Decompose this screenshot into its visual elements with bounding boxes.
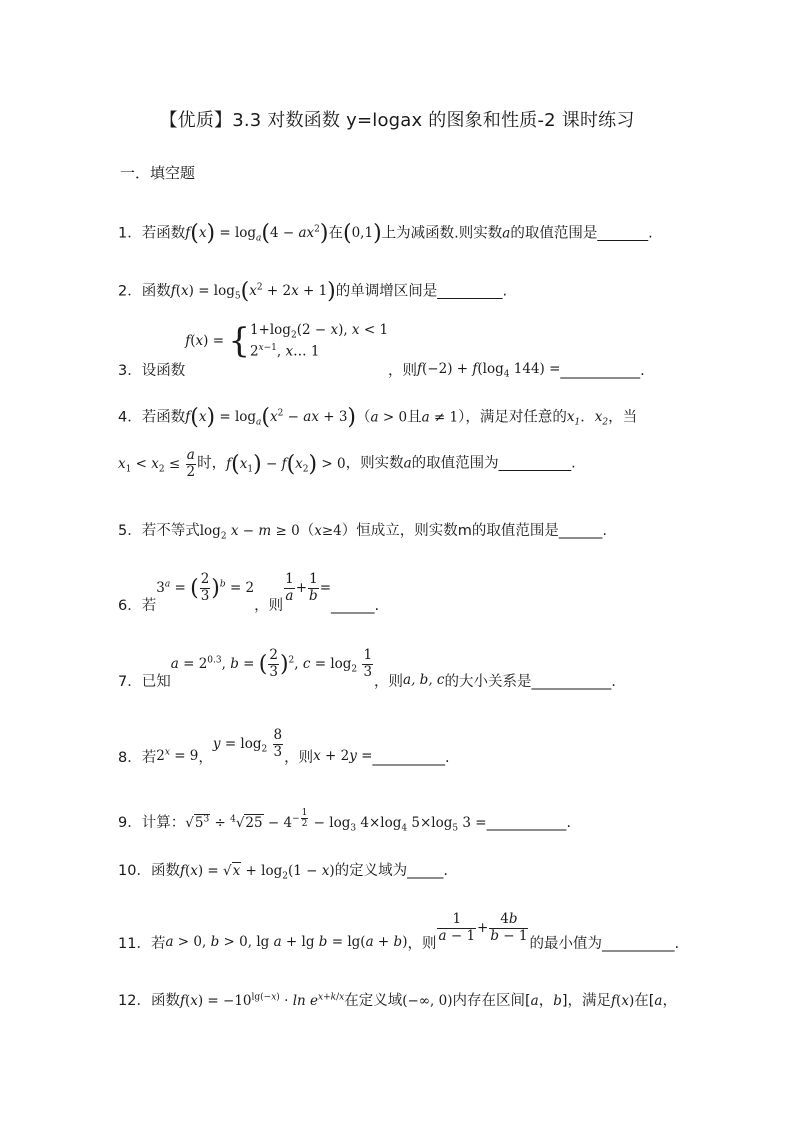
question-7: 7．已知$a = 2^{0.3}$, b = ( $\frac{2}{3}$ )$^2$, $c = \log_2$ $\frac{1}{3}$ ，则a, b, c的大小关系是___________. <box>118 647 616 690</box>
math-formula: $f(x) = √x + \log_2(1 - x)$ <box>179 863 335 882</box>
math-formula: $f(x) = -10^{lg(-x)} \cdot \ln e^{x+k/x}$ <box>179 992 345 1009</box>
question-4: 4．若函数$f(x) = \log_a(x^2$ − ax + 3)（a > 0且a ≠ 1），满足对任意的$x_1$．$x_2$，当 <box>118 405 638 430</box>
question-3: 3．设函数$f(x) = \{1+\log_2(2 - x)$, x < 1 $2^{x-1}$, x… 1，则$f(-2) + f(\log_4$ 144) =___________. <box>118 321 645 380</box>
math-formula: $3^a$ = ( $\frac{2}{3}$ )$^b$ = 2 <box>156 571 255 604</box>
math-formula: $f(x) = \{1+\log_2(2 - x)$, x < 1 $2^{x-1}$, x… 1 <box>185 321 389 361</box>
question-1: 1．若函数$f(x) = \log_a(4 - ax^2)$在(0,1)上为减函数.则实数a的取值范围是_______. <box>118 221 653 246</box>
math-formula: $f(x) = \log_a(x^2$ − ax + 3) <box>185 405 357 430</box>
math-formula: $x_1 < x_2$ ≤ $\frac{a}{2}$ <box>118 447 196 480</box>
question-11: 11．若a > 0, b > 0, lg a + lg b = lg(a + b)，则 $\frac{1}{a - 1}$ + $\frac{4b}{b - 1}$ 的最小值为__________. <box>118 911 680 952</box>
question-10: 10．函数$f(x) = √x + \log_2(1 - x)$的定义域为_____. <box>118 863 448 882</box>
question-9: 9．计算：$√5^3 \div ^4√25 - 4^{- \frac{1}{2}}$ − $\log_3 4\times\log_4$ $5\times\log_5$ 3 =___________. <box>118 808 571 834</box>
math-formula: a > 0, b > 0, lg a + lg b = lg(a + b) <box>165 933 408 950</box>
math-formula: $f(x) = \log_a(4 - ax^2)$ <box>185 221 329 246</box>
math-formula: $2^x = 9$ <box>156 747 199 764</box>
question-6: 6．若$3^a$ = ( $\frac{2}{3}$ )$^b$ = 2，则 $\frac{1}{a}$ + $\frac{1}{b}$ =______. <box>118 571 380 614</box>
question-8: 8．若$2^x = 9$，$y = \log_2$ $\frac{8}{3}$ ，则x + 2y =__________. <box>118 727 450 766</box>
question-5: 5．若不等式$\log_2 x - m \ge 0(x\ge 4)$恒成立，则实数m的取值范围是______. <box>118 523 607 542</box>
math-formula: $a = 2^{0.3}$, b = ( $\frac{2}{3}$ )$^2$, $c = \log_2$ $\frac{1}{3}$ <box>170 647 373 680</box>
math-formula: $f(x) = \log_5(x^2 + 2x + 1)$ <box>170 279 336 304</box>
document-title: 【优质】3.3 对数函数 y=logax 的图象和性质-2 课时练习 <box>159 110 635 131</box>
question-2: 2．函数$f(x) = \log_5(x^2 + 2x + 1)$的单调增区间是_________. <box>118 279 508 304</box>
math-formula: $\log_2 x - m \ge 0$ <box>199 523 300 542</box>
math-formula: $√5^3 \div ^4√25 - 4^{- \frac{1}{2}}$ − $\log_3 4\times\log_4$ $5\times\log_5$ 3 = <box>185 808 487 834</box>
section-heading: 一．填空题 <box>120 164 196 182</box>
question-4-continued: $x_1 < x_2$ ≤ $\frac{a}{2}$ 时，$f(x_1) - f(x_2) > 0$，则实数a的取值范围为__________. <box>118 447 576 480</box>
question-12: 12．函数$f(x) = -10^{lg(-x)} \cdot \ln e^{x+k/x}$在定义域(−∞, 0)内存在区间[a，b]，满足f(x)在[a， <box>118 992 677 1009</box>
